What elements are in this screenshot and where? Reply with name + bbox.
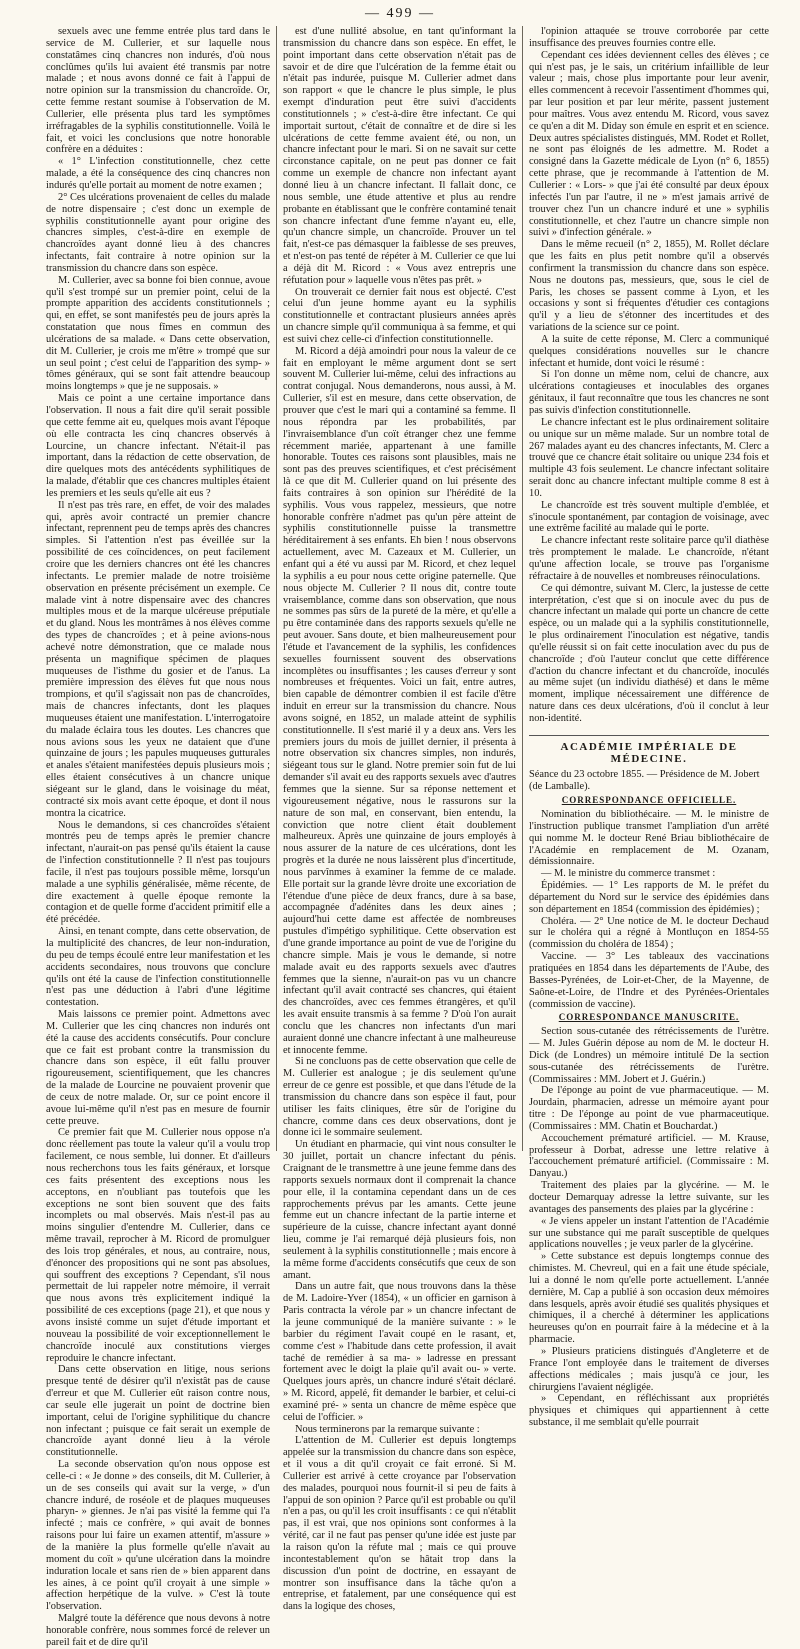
paragraph: 2° Ces ulcérations provenaient de celles du malade de notre dispensaire ; c'est donc un exemple de syphilis constitutionnelle ayant pour origine des chancres simples, c'est-à-dire en exemple de chancroïdes ayant donné lieu à des chancres infectants, fait contraire à notre opinion sur la transmission du chancre dans son espèce. [46,191,270,274]
paragraph: Dans le même recueil (n° 2, 1855), M. Rollet déclare que les faits en plus petit nombre qu'il a observés confirment la transmission du chancre dans son espèce. Nous ne doutons pas, messieurs, que, sous le ciel de Paris, les choses se passent comme à Lyon, et les occasions y sont si fréquentes d'étudier ces contagions qu'il y a lieu de s'étonner des incertitudes et des variations de la science sur ce point. [529,239,769,334]
paragraph: Dans un autre fait, que nous trouvons dans la thèse de M. Ladoire-Yver (1854), « un officier en garnison à Paris contracta la vérole par » un chancre infectant de la jeune communiqué de la manière suivante : » le barbier du régiment l'avait coupé en le rasant, et, comme c'est » l'habitude dans cette profession, il avait taché de remédier à sa ma- » ladresse en pressant fortement avec le doigt la plaie qu'il avait ou- » verte. Quelques jours après, un chancre induré s'était déclaré. » M. Ricord, appelé, fit demander le barbier, et celui-ci examiné pré- » senta un chancre de même espèce que celui de l'officier. » [283,1281,516,1423]
column-2 [283,26,516,1613]
paragraph: Vaccine. — 3° Les tableaux des vaccinations pratiquées en 1854 dans les départements de l'Aube, des Basses-Pyrénées, de Loir-et-Cher, de la Mayenne, de Saône-et-Loire, de l'Indre et des Pyrénées-Orientales (commission de vaccine). [529,951,769,1010]
paragraph: Il n'est pas très rare, en effet, de voir des malades qui, après avoir contracté un premier chancre infectant, reprennent peu de temps après des chancres simples. Si l'attention n'est pas éveillée sur la possibilité de ces coïncidences, on peut facilement croire que les derniers chancres ont été les chancres infectants. Le premier malade de notre troisième observation en présente précisément un exemple. Ce malade vint à notre dispensaire avec des chancres multiples mous et de la marque ulcéreuse préputiale et du gland. Nous les montrâmes à nos élèves comme des types de chancroïdes ; et à peine avions-nous achevé notre démonstration, que ce malade nous présenta un magnifique spécimen de plaques muqueuses de l'isthme du gosier et de l'anus. La première impression des élèves fut que nous nous trompions, et qu'il s'agissait non pas de chancroïdes, mais de chancres infectants, dont les plaques muqueuses étaient une manifestation. L'interrogatoire du malade éclaira tous les doutes. Les chancres que nous avions sous les yeux ne dataient que d'une quinzaine de jours ; les papules muqueuses gutturales et anales s'étaient manifestées depuis plusieurs mois ; elles étaient consécutives à un chancre unique siégeant sur le gland, dans le voisinage du méat, contracté six mois avant cette époque, et dont il nous montra la cicatrice. [46,499,270,819]
paragraph: La seconde observation qu'on nous oppose est celle-ci : « Je donne » des conseils, dit M. Cullerier, à un de ses conseils qui avait sur la verge, » d'un chancre induré, de roséole et de plaques muqueuses pharyn- » giennes. Je n'ai pas visité la femme qui l'a infecté ; mais ce confrère, » qui avait de bonnes raisons pour lui faire un examen attentif, m'assure » de la manière la plus formelle qu'elle n'avait au moment du coït » qu'une ulcération dans la moindre induration locale et sans rien de » bien apparent dans les aines, à ce point qu'il croyait à une simple » affection herpétique de la vulve. » C'est là toute l'observation. [46,1459,270,1613]
paragraph: Le chancre infectant reste solitaire parce qu'il diathèse très promptement le malade. Le chancroïde, n'étant qu'une affection locale, se trouve pas l'organisme réfractaire à de nouvelles et nombreuses réinoculations. [529,535,769,582]
paragraph: Si ne concluons pas de cette observation que celle de M. Cullerier est analogue ; je dis seulement qu'une erreur de ce genre est possible, et que dans l'étude de la transmission du chancre dans son espèce il faut, pour utiliser les faits cliniques, être sûr de l'origine du chancre, comme dans ces deux observations, dont je donne ici le sommaire seulement. [283,1056,516,1139]
paragraph: Nous le demandons, si ces chancroïdes s'étaient montrés peu de temps après le premier chancre infectant, n'aurait-on pas pensé qu'ils étaient la cause de l'infection constitutionnelle ? Il n'est pas toujours facile, il n'est pas toujours possible même, lorsqu'un malade a une syphilis généralisée, même récente, de dire exactement à quelle époque remonte la contagion et de quelle forme d'accident primitif elle a été précédée. [46,819,270,926]
paragraph: Le chancre infectant est le plus ordinairement solitaire ou unique sur un même malade. Sur un nombre total de 267 malades ayant eu des chancres infectants, M. Clerc a trouvé que ce chancre était solitaire ou unique 234 fois et multiple 43 fois seulement. Le chancre infectant solitaire serait donc au chancre infectant multiple comme 8 est à 10. [529,416,769,499]
paragraph: De l'éponge au point de vue pharmaceutique. — M. Jourdain, pharmacien, adresse un mémoire ayant pour titre : De l'éponge au point de vue pharmaceutique. (Commissaires : MM. Chatin et Bouchardat.) [529,1085,769,1132]
paragraph: Dans cette observation en litige, nous serions presque tenté de désirer qu'il n'existât pas de cause d'erreur et que M. Cullerier eût raison contre nous, car seule elle jugerait un point de doctrine bien important, celui de l'origine syphilitique du chancre non infectant ; puisque ce fait serait un exemple de chancroïde ayant donné lieu à la vérole constitutionnelle. [46,1364,270,1459]
paragraph: Mais laissons ce premier point. Admettons avec M. Cullerier que les cinq chancres non indurés ont été la cause des accidents consécutifs. Pour conclure que ce fait est probant contre la transmission du chancre dans son espèce, il eût fallu prouver rigoureusement, scientifiquement, que les chancres de la malade de Lourcine ne pouvaient provenir que de ceux de notre malade. Or, sur ce point encore il avoue lui-même qu'il n'est pas en mesure de fournir cette preuve. [46,1009,270,1127]
paragraph: Section sous-cutanée des rétrécissements de l'urètre. — M. Jules Guérin dépose au nom de M. le docteur H. Dick (de Londres) un mémoire intitulé De la section sous-cutanée des rétrécissements de l'urètre. (Commissaires : MM. Jobert et J. Guérin.) [529,1026,769,1085]
subsection-heading: CORRESPONDANCE OFFICIELLE. [561,795,737,806]
paragraph: On trouverait ce dernier fait nous est objecté. C'est celui d'un jeune homme ayant eu la syphilis constitutionnelle et contractant plusieurs années après un chancre simple qu'il communiqua à sa femme, et qui est suivi chez celle-ci d'infection constitutionnelle. [283,286,516,345]
paragraph: Mais ce point a une certaine importance dans l'observation. Il nous a fait dire qu'il serait possible que cette femme ait eu, quelques mois avant l'époque où elle contracta les cinq chancres observés à Lourcine, un chancre infectant. N'était-il pas important, dans la rédaction de cette observation, de dire quelques mots des antécédents syphilitiques de la malade, d'établir que ces chancres multiples étaient les premiers et les seuls qu'elle ait eus ? [46,393,270,499]
paragraph: sexuels avec une femme entrée plus tard dans le service de M. Cullerier, et sur laquelle nous constatâmes cinq chancres non indurés, d'où nous conclûmes qu'ils lui avaient été transmis par notre malade ; et nous avons donné ce fait à l'appui de notre opinion sur la transmission du chancroïde. Or, cette femme restant soumise à l'observation de M. Cullerier, elle présenta plus tard les symptômes irréfragables de la syphilis constitutionnelle. Voilà le fait, et voici les conclusions que notre honorable confrère en a déduites : [46,26,270,156]
session-line: Séance du 23 octobre 1855. — Présidence de M. Jobert (de Lamballe). [529,769,760,793]
section-heading: ACADÉMIE IMPÉRIALE DE MÉDECINE. [529,735,769,766]
page-number: — 499 — [365,6,435,21]
paragraph: Le chancroïde est très souvent multiple d'emblée, et s'inocule spontanément, par contagion de voisinage, avec une extrême facilité au malade qui le porte. [529,499,769,535]
paragraph: Choléra. — 2° Une notice de M. le docteur Dechaud sur le choléra qui a régné à Montluçon en 1854-55 (commission du choléra de 1854) ; [529,915,769,951]
paragraph: Un étudiant en pharmacie, qui vint nous consulter le 30 juillet, portait un chancre infectant du pénis. Craignant de le transmettre à une jeune femme dans des rapports sexuels normaux dont il comprenait la chance pour elle, il la contamina cependant dans un de ces rapprochements prévus par les amants. Cette jeune femme eut un chancre infectant de la partie interne et supérieure de la cuisse, chancre infectant ayant donné lieu, comme je l'ai remarqué déjà plusieurs fois, non seulement à la syphilis constitutionnelle ; mais encore à la même forme d'accidents consécutifs que ceux de son amant. [283,1139,516,1281]
paragraph: Si l'on donne un même nom, celui de chancre, aux ulcérations contagieuses et inoculables des organes génitaux, il faut reconnaître que tous les chancres ne sont pas suivis d'infection constitutionnelle. [529,369,769,416]
paragraph: Ainsi, en tenant compte, dans cette observation, de la multiplicité des chancres, de leur non-induration, du peu de temps écoulé entre leur manifestation et les accidents secondaires, nous trouvons que conclure qu'ils ont été la cause de l'infection constitutionnelle n'est pas une déduction à l'abri d'une légitime contestation. [46,926,270,1009]
paragraph: » Plusieurs praticiens distingués d'Angleterre et de France l'ont employée dans le traitement de diverses affections médicales ; mais jusqu'à ce jour, les chirurgiens l'avaient négligée. [529,1345,769,1393]
paragraph: Nous terminerons par la remarque suivante : [295,1423,480,1435]
paragraph: Accouchement prématuré artificiel. — M. Krause, professeur à Dorbat, adresse une lettre relative à l'accouchement prématuré artificiel. (Commissaire : M. Danyau.) [529,1132,769,1180]
paragraph: M. Cullerier, avec sa bonne foi bien connue, avoue qu'il s'est trompé sur un premier point, celui de la prompte apparition des accidents constitutionnels ; qui, en effet, se sont manifestés peu de jours après la constatation que nous fîmes en commun des ulcérations de sa malade. « Dans cette observation, dit M. Cullerier, je crois me m'être » trompé que sur un seul point ; c'est celui de l'apparition des symp- » tômes généraux, qui se sont fait attendre beaucoup moins longtemps » que je ne supposais. » [46,274,270,393]
paragraph: Malgré toute la déférence que nous devons à notre honorable confrère, nous sommes forcé de relever un pareil fait et de dire qu'il [46,1613,270,1648]
paragraph: Ce qui démontre, suivant M. Clerc, la justesse de cette interprétation, c'est que si on inocule avec du pus de chancre infectant un malade qui porte un chancre de cette espèce, ou un malade qui a la syphilis constitutionnelle, le plus ordinairement l'inoculation est négative, tandis qu'elle réussit si on fait cette inoculation avec du pus de chancroïde ; d'où l'auteur conclut que cette différence d'action du chancre infectant et du chancroïde, inoculés au même sujet (un individu diathésé) et dans le même moment, implique nécessairement une différence de nature dans ces deux ulcérations, d'où il conclut à leur non-identité. [529,582,769,724]
paragraph: Ce premier fait que M. Cullerier nous oppose n'a donc réellement pas toute la valeur qu'il a voulu trop facilement, ce nous semble, lui donner. Et d'ailleurs nous recherchons tous les faits généraux, et lorsque ces faits présentent des exceptions nous les acceptons, en n'oubliant pas toutefois que les exceptions ne sont bien souvent que des faits incomplets ou mal observés. Mais n'est-il pas au moins singulier d'entendre M. Cullerier, dans ce même travail, reprocher à M. Ricord de promulguer des lois trop générales, et nous, au contraire, nous, d'énoncer des propositions qui ne sont pas absolues, qui souffrent des exceptions ? Cependant, s'il nous permettait de lui rappeler notre mémoire, il verrait que nous avons très explicitement indiqué la possibilité de ces exceptions (page 21), et que nous y avons insisté comme un sujet d'étude important et nouveau la possibilité de voir exceptionnellement le chancroïde inoculé aux constitutions vierges reproduire le chancre infectant. [46,1127,270,1364]
paragraph: Nomination du bibliothécaire. — M. le ministre de l'instruction publique transmet l'ampliation d'un arrêté qui nomme M. le docteur René Briau bibliothécaire de l'Académie en remplacement de M. Ozanam, démissionnaire. [529,809,769,868]
paragraph: » Cette substance est depuis longtemps connue des chimistes. M. Chevreul, qui en a fait une étude spéciale, lui a donné le nom qu'elle porte actuellement. L'année dernière, M. Cap a publié à son occasion deux mémoires dans lesquels, après avoir étudié ses qualités physiques et chimiques, il a cherché à déterminer les applications heureuses qu'on en pourrait faire à la médecine et à la pharmacie. [529,1251,769,1346]
subsection-heading: CORRESPONDANCE MANUSCRITE. [558,1012,740,1023]
paragraph: l'opinion attaquée se trouve corroborée par cette insuffisance des preuves fournies contre elle. [529,26,769,49]
paragraph: « Je viens appeler un instant l'attention de l'Académie sur une substance qui me paraît susceptible de quelques applications nouvelles ; je veux parler de la glycérine. [529,1215,769,1251]
paragraph: — M. le ministre du commerce transmet : [541,868,716,880]
paragraph: Épidémies. — 1° Les rapports de M. le préfet du département du Nord sur le service des épidémies dans son département en 1854 (commission des épidémies) ; [529,880,769,915]
paragraph: est d'une nullité absolue, en tant qu'informant la transmission du chancre dans son espèce. En effet, le point important dans cette observation n'était pas de savoir et de dire que l'ulcération de la femme était ou n'était pas indurée, puisque M. Cullerier admet dans son rapport « que le chancre le plus simple, le plus exempt d'induration peut être suivi d'accidents constitutionnels ; » c'est-à-dire être infectant. Ce qui importait surtout, c'était de connaître et de dire si les ulcérations de cette femme avaient été, ou non, un chancre infectant pour le mari. Si on ne savait sur cette circonstance capitale, on ne peut pas donner ce fait comme un exemple de chancre non infectant ayant donné lieu à un chancre infectant. Il fallait donc, ce nous semble, une étude attentive et plus au rendre probante en établissant que le confrère contaminé tenait son chancre infectant d'une femme n'ayant eu, elle, qu'un chancre simple, un chancroïde. Prouver un tel fait, n'est-ce pas démasquer la faiblesse de ses preuves, et n'est-on pas tenté de répéter à M. Cullerier ce que lui a déjà dit M. Ricord : « Vous avez entrepris une réfutation pour » laquelle vous n'êtes pas prêt. » [283,26,516,286]
paragraph: L'attention de M. Cullerier est depuis longtemps appelée sur la transmission du chancre dans son espèce, et il vous a dit qu'il croyait ce fait erroné. Si M. Cullerier est arrivé à cette croyance par l'observation des malades, pourquoi nous fournit-il si peu de faits à l'appui de son opinion ? Parce qu'il est probable ou qu'il n'en a pas, ou qu'il les croit insuffisants : ce qui n'établit pas, il est vrai, que nos opinions sont conformes à la vérité, car il ne faut pas penser qu'une idée est juste par la raison qu'on la réfute mal ; mais ce qui prouve incontestablement qu'on se hâtait trop dans la discussion d'un point de doctrine, en essayant de montrer son insuffisance dans la tâche qu'on a entreprise, et fatalement, par une conséquence qui est dans la logique des choses, [283,1435,516,1613]
columns [0,26,800,1648]
paragraph: M. Ricord a déjà amoindri pour nous la valeur de ce fait en employant le même argument dont se sert souvent M. Cullerier lui-même, celui des infractions au contrat conjugal. Nous demanderons, nous aussi, à M. Cullerier, s'il est en mesure, dans cette observation, de prouver que c'est le mari qui a contaminé sa femme. Il nous répondra par les probabilités, par l'invraisemblance d'un coït étranger chez une femme récemment mariée, appartenant à une famille honorable. Toutes ces raisons sont plausibles, mais ne sont pas des preuves scientifiques, et c'est précisément là ce que dit M. Cullerier quand on lui présente des faits contraires à son opinion sur l'hérédité de la syphilis. Vous vous rappelez, messieurs, que notre honorable confrère n'admet pas qu'un père atteint de syphilis constitutionnelle puisse la transmettre héréditairement à ses enfants. Eh bien ! nous observons actuellement, avec M. Cazeaux et M. Cullerier, un enfant qui a été vu aussi par M. Ricord, et chez lequel la syphilis a eu pour nous cette origine paternelle. Que nous objecte M. Cullerier ? Il nous dit, contre toute vraisemblance, comme dans son observation, que nous ne sommes pas sûrs de la pureté de la mère, et qu'elle a pu être contaminée dans des rapports sexuels qu'elle ne peut avouer. Sans doute, et bien malheureusement pour l'étude et l'avancement de la syphilis, les confidences sexuelles fournissent souvent des observations incomplètes ou insuffisantes ; les causes d'erreur y sont nombreuses et fréquentes. Voici un fait, entre autres, bien capable de démontrer combien il est facile d'être induit en erreur sur la transmission du chancre. Nous avons soigné, en 1852, un malade atteint de syphilis constitutionnelle. Il s'est marié il y a deux ans. Vers les premiers jours du mois de juillet dernier, il présenta à notre observation six chancres simples, non indurés, siégeant tous sur le gland. Notre premier soin fut de lui demander s'il avait eu des rapports sexuels avec d'autres femmes que la sienne. Sur sa réponse nettement et vigoureusement négative, nous le rassurons sur la nature de son mal, en conservant, bien entendu, la conviction que notre client était doublement malheureux. Après une quinzaine de jours employés à nous assurer de la nature de ces ulcérations, dont les progrès et la durée ne nous laissèrent plus d'incertitude, nous parvînmes à examiner la femme de ce malade. Elle portait sur la grande lèvre droite une excoriation de l'étendue d'une pièce de deux francs, dure à sa base, accompagnée d'adénites dans les deux aines ; aujourd'hui cette dame est affectée de nombreuses pustules d'impétigo syphilitique. Cette observation est d'une grande importance au point de vue de l'origine du chancre simple. Mais je vous le demande, si notre malade avait eu des rapports sexuels avec d'autres femmes que la sienne, n'aurait-on pas vu un chancre infectant qu'il avait contracté ses chancres, qui étaient des chancroïdes, avec ces femmes étrangères, et qu'il les avait ensuite transmis à sa femme ? D'où l'on aurait conclu que les chancres non infectants d'un mari auraient donné une chancre infectant à une malheureuse et innocente femme. [283,345,516,1056]
column-1 [46,26,270,1648]
paragraph: » Cependant, en réfléchissant aux propriétés physiques et chimiques qui appartiennent à cette substance, il me semblait qu'elle pourrait [529,1393,769,1429]
paragraph: « 1° L'infection constitutionnelle, chez cette malade, a été la conséquence des cinq chancres non indurés qu'elle portait au moment de notre examen ; [46,156,270,191]
column-3 [529,26,769,1429]
paragraph: Traitement des plaies par la glycérine. — M. le docteur Demarquay adresse la lettre suivante, sur les avantages des pansements des plaies par la glycérine : [529,1180,769,1215]
paragraph: Cependant ces idées deviennent celles des élèves ; ce qui n'est pas, je le sais, un critérium infaillible de leur valeur ; mais, chose plus importante pour leur avenir, elles commencent à recevoir l'assentiment d'hommes qui, par leur position et par leur mérite, passent justement pour maîtres. Vous avez entendu M. Ricord, vous savez ce qu'en a dit M. Diday son émule en esprit et en science. Deux autres spécialistes distingués, MM. Rodet et Rollet, ne sont pas éloignés de les admettre. M. Rodet a consigné dans la Gazette médicale de Lyon (n° 6, 1855) cette phrase, que je recommande à l'attention de M. Cullerier : « Lors- » que j'ai été consulté par deux époux infectés l'un par l'autre, il ne » m'est jamais arrivé de trouver chez l'un un chancre induré et une » syphilis constitutionnelle, et chez l'autre un chancre simple non suivi » d'infection générale. » [529,49,769,239]
paragraph: A la suite de cette réponse, M. Clerc a communiqué quelques considérations nouvelles sur le chancre infectant et humide, dont voici le résumé : [529,333,769,369]
